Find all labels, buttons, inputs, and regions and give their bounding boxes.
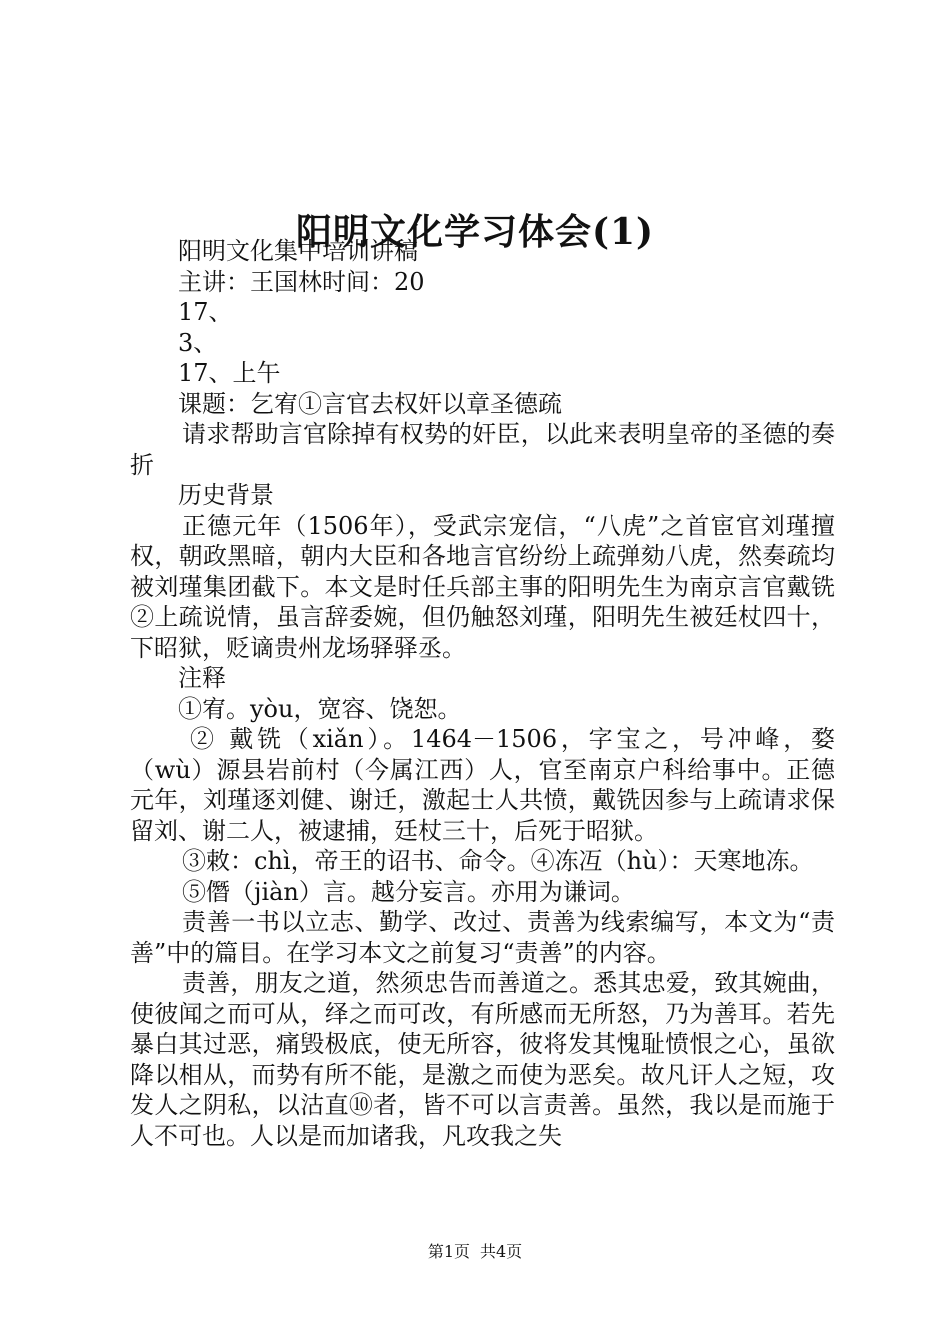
paragraph-intro-zeshan: 责善一书以立志、勤学、改过、责善为线索编写，本文为“责善”中的篇目。在学习本文之前复习“责善”的内容。 [130, 908, 835, 967]
note-item: ② 戴铣（xiǎn）。1464－1506，字宝之，号冲峰，婺（wù）源县岩前村（今属江西）人，官至南京户科给事中。正德元年，刘瑾逐刘健、谢迁，激起士人共愤，戴铣因参与上疏请求保留刘、谢二人，被逮捕，廷杖三十，后死于昭狱。 [130, 725, 835, 845]
section-heading-background: 历史背景 [178, 481, 274, 509]
paragraph-topic-explanation: 请求帮助言官除掉有权势的奸臣，以此来表明皇帝的圣德的奏折 [130, 420, 835, 479]
paragraph-topic: 课题：乞宥①言官去权奸以章圣德疏 [178, 389, 562, 418]
note-item: ③敕：chì，帝王的诏书、命令。④冻冱（hù）：天寒地冻。 [182, 847, 814, 875]
paragraph-zeshan-text: 责善，朋友之道，然须忠告而善道之。悉其忠爱，致其婉曲，使彼闻之而可从，绎之而可改，有所感而无所怒，乃为善耳。若先暴白其过恶，痛毁极底，使无所容，彼将发其愧耻愤恨之心，虽欲降以相从，而势有所不能，是激之而使为恶矣。故凡讦人之短，攻发人之阴私，以沽直⑩者，皆不可以言责善。虽然，我以是而施于人不可也。人以是而加诸我，凡攻我之失 [130, 969, 835, 1150]
page-total: 共4页 [480, 1242, 523, 1261]
paragraph-date-part: 3、 [178, 328, 218, 357]
note-item: ⑤僭（jiàn）言。越分妄言。亦用为谦词。 [182, 877, 635, 906]
paragraph-date-part: 17、上午 [178, 359, 281, 387]
note-item: ①宥。yòu，宽容、饶恕。 [178, 694, 462, 723]
page-title: 阳明文化学习体会(1) [295, 211, 655, 254]
page-footer [0, 1241, 950, 1263]
document-body [130, 236, 835, 1151]
paragraph-subtitle: 阳明文化集中培训讲稿 [178, 237, 418, 265]
paragraph-date-part: 17、 [178, 298, 233, 326]
section-heading-notes: 注释 [178, 664, 226, 692]
paragraph-background: 正德元年（1506年），受武宗宠信，“八虎”之首宦官刘瑾擅权，朝政黑暗，朝内大臣和各地言官纷纷上疏弹劾八虎，然奏疏均被刘瑾集团截下。本文是时任兵部主事的阳明先生为南京言官戴铣②上疏说情，虽言辞委婉，但仍触怒刘瑾，阳明先生被廷杖四十，下昭狱，贬谪贵州龙场驿驿丞。 [130, 511, 835, 662]
page-number: 第1页 [427, 1242, 470, 1261]
paragraph-speaker-time: 主讲：王国林时间：20 [178, 267, 425, 296]
